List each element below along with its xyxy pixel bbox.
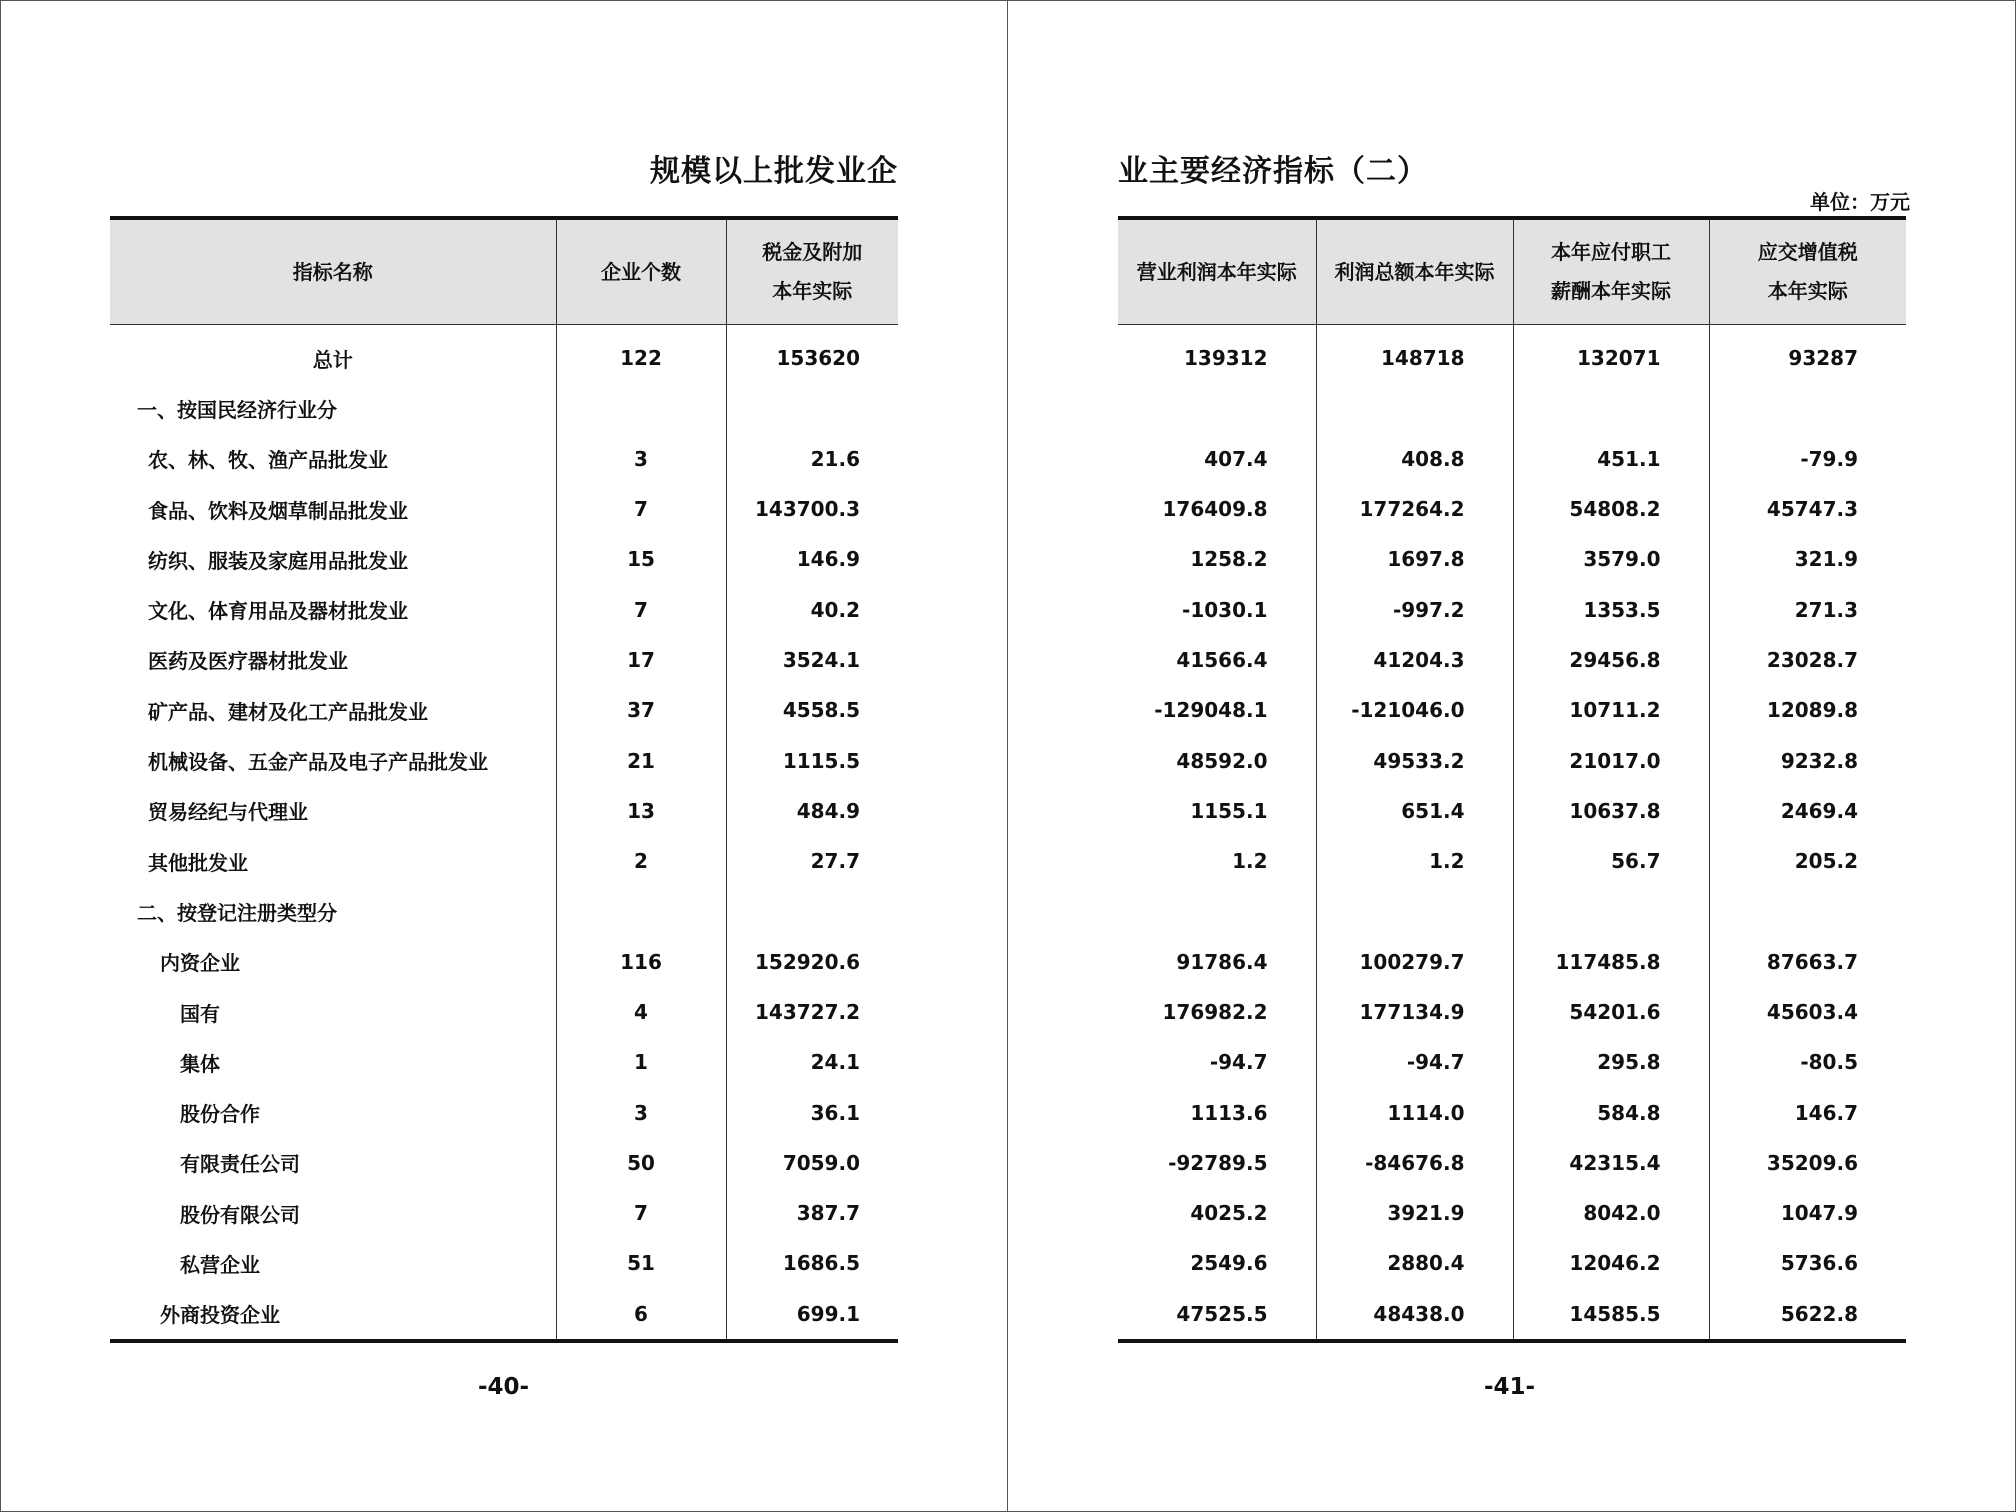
table-row xyxy=(110,434,898,484)
vat-cell: 35209.6 xyxy=(1709,1138,1906,1188)
salary-cell: 14585.5 xyxy=(1513,1289,1709,1341)
enterprise-count-cell: 50 xyxy=(556,1138,726,1188)
vat-cell: 205.2 xyxy=(1709,836,1906,886)
table-row xyxy=(1118,484,1906,534)
table-row xyxy=(110,584,898,634)
salary-cell xyxy=(1513,383,1709,433)
table-row xyxy=(1118,1138,1906,1188)
left-table xyxy=(110,216,898,1343)
total-profit-cell xyxy=(1316,383,1513,433)
salary-cell: 584.8 xyxy=(1513,1087,1709,1137)
enterprise-count-cell: 13 xyxy=(556,786,726,836)
table-row xyxy=(1118,434,1906,484)
total-profit-cell: -997.2 xyxy=(1316,584,1513,634)
enterprise-count-cell: 122 xyxy=(556,325,726,384)
salary-cell: 3579.0 xyxy=(1513,534,1709,584)
enterprise-count-cell: 37 xyxy=(556,685,726,735)
row-name-cell: 总计 xyxy=(312,347,353,372)
tax-cell: 40.2 xyxy=(726,584,898,634)
operating-profit-cell: 1.2 xyxy=(1232,849,1268,874)
table-row xyxy=(1118,886,1906,936)
table-row xyxy=(1118,1289,1906,1341)
vat-cell: 93287 xyxy=(1709,325,1906,384)
tax-cell: 699.1 xyxy=(726,1289,898,1341)
operating-profit-cell: 176982.2 xyxy=(1162,1000,1268,1024)
operating-profit-cell: -94.7 xyxy=(1209,1050,1268,1075)
vat-cell: 146.7 xyxy=(1709,1087,1906,1137)
table-row xyxy=(110,836,898,886)
total-profit-cell: -121046.0 xyxy=(1316,685,1513,735)
total-profit-cell: 48438.0 xyxy=(1316,1289,1513,1341)
table-row xyxy=(1118,1238,1906,1288)
total-profit-cell: 1.2 xyxy=(1316,836,1513,886)
tax-cell: 387.7 xyxy=(726,1188,898,1238)
salary-cell: 12046.2 xyxy=(1513,1238,1709,1288)
enterprise-count-cell: 3 xyxy=(556,434,726,484)
right-page xyxy=(1008,0,2016,1512)
row-name-cell: 股份有限公司 xyxy=(180,1202,300,1227)
table-row xyxy=(110,1188,898,1238)
table-row xyxy=(1118,685,1906,735)
table-row xyxy=(110,786,898,836)
table-row xyxy=(1118,1037,1906,1087)
tax-cell: 1115.5 xyxy=(726,735,898,785)
vat-cell: 1047.9 xyxy=(1709,1188,1906,1238)
operating-profit-cell xyxy=(1118,886,1316,936)
row-name-cell: 医药及医疗器材批发业 xyxy=(148,649,348,674)
tax-cell xyxy=(726,383,898,433)
row-name-cell: 农、林、牧、渔产品批发业 xyxy=(148,448,388,473)
table-row xyxy=(110,1087,898,1137)
row-name-cell: 矿产品、建材及化工产品批发业 xyxy=(148,699,428,724)
left-page xyxy=(0,0,1007,1512)
table-row xyxy=(1118,987,1906,1037)
table-row xyxy=(110,383,898,433)
table-row xyxy=(1118,1188,1906,1238)
salary-cell: 132071 xyxy=(1513,325,1709,384)
row-name-cell: 内资企业 xyxy=(160,951,240,976)
total-profit-cell: 49533.2 xyxy=(1316,735,1513,785)
enterprise-count-cell xyxy=(556,383,726,433)
header-vat-payable: 应交增值税 本年实际 xyxy=(1709,218,1906,325)
tax-cell xyxy=(726,886,898,936)
vat-cell xyxy=(1709,383,1906,433)
table-row xyxy=(110,635,898,685)
tax-cell: 484.9 xyxy=(726,786,898,836)
table-row xyxy=(1118,836,1906,886)
operating-profit-cell: -1030.1 xyxy=(1182,597,1268,622)
tax-cell: 143700.3 xyxy=(726,484,898,534)
enterprise-count-cell: 3 xyxy=(556,1087,726,1137)
right-page-title: 业主要经济指标（二） xyxy=(1118,154,1428,189)
salary-cell: 54808.2 xyxy=(1513,484,1709,534)
row-name-cell: 二、按登记注册类型分 xyxy=(137,900,337,925)
operating-profit-cell: -129048.1 xyxy=(1154,698,1268,723)
vat-cell: 12089.8 xyxy=(1709,685,1906,735)
table-row xyxy=(110,1238,898,1288)
enterprise-count-cell: 7 xyxy=(556,584,726,634)
table-row xyxy=(1118,786,1906,836)
salary-cell: 29456.8 xyxy=(1513,635,1709,685)
enterprise-count-cell: 1 xyxy=(556,1037,726,1087)
operating-profit-cell: 4025.2 xyxy=(1190,1201,1268,1226)
operating-profit-cell: 47525.5 xyxy=(1176,1301,1268,1326)
header-enterprise-count: 企业个数 xyxy=(556,218,726,325)
vat-cell: 45603.4 xyxy=(1709,987,1906,1037)
tax-cell: 36.1 xyxy=(726,1087,898,1137)
total-profit-cell: 177264.2 xyxy=(1316,484,1513,534)
total-profit-cell: 100279.7 xyxy=(1316,937,1513,987)
total-profit-cell: -94.7 xyxy=(1316,1037,1513,1087)
vat-cell: 23028.7 xyxy=(1709,635,1906,685)
tax-cell: 4558.5 xyxy=(726,685,898,735)
table-row xyxy=(1118,325,1906,384)
table-row xyxy=(110,937,898,987)
table-row xyxy=(110,484,898,534)
unit-label: 单位：万元 xyxy=(1810,190,1910,214)
total-profit-cell: 177134.9 xyxy=(1316,987,1513,1037)
tax-cell: 1686.5 xyxy=(726,1238,898,1288)
operating-profit-cell: 2549.6 xyxy=(1190,1251,1268,1276)
row-name-cell: 集体 xyxy=(180,1051,220,1076)
salary-cell: 1353.5 xyxy=(1513,584,1709,634)
header-operating-profit: 营业利润本年实际 xyxy=(1118,218,1316,325)
enterprise-count-cell xyxy=(556,886,726,936)
enterprise-count-cell: 7 xyxy=(556,1188,726,1238)
header-indicator-name: 指标名称 xyxy=(110,218,556,325)
tax-cell: 27.7 xyxy=(726,836,898,886)
tax-cell: 152920.6 xyxy=(726,937,898,987)
tax-cell: 21.6 xyxy=(726,434,898,484)
operating-profit-cell: 48592.0 xyxy=(1176,748,1268,773)
salary-cell: 54201.6 xyxy=(1513,987,1709,1037)
vat-cell: 9232.8 xyxy=(1709,735,1906,785)
table-row xyxy=(110,1138,898,1188)
row-name-cell: 私营企业 xyxy=(180,1252,260,1277)
row-name-cell: 其他批发业 xyxy=(148,850,248,875)
row-name-cell: 贸易经纪与代理业 xyxy=(148,800,308,825)
operating-profit-cell: 1113.6 xyxy=(1190,1100,1268,1125)
salary-cell: 117485.8 xyxy=(1513,937,1709,987)
salary-cell: 451.1 xyxy=(1513,434,1709,484)
salary-cell: 42315.4 xyxy=(1513,1138,1709,1188)
tax-cell: 143727.2 xyxy=(726,987,898,1037)
table-row xyxy=(110,325,898,384)
vat-cell: 45747.3 xyxy=(1709,484,1906,534)
tax-cell: 3524.1 xyxy=(726,635,898,685)
left-page-number: -40- xyxy=(478,1374,530,1400)
row-name-cell: 机械设备、五金产品及电子产品批发业 xyxy=(148,750,488,775)
table-row xyxy=(1118,534,1906,584)
salary-cell: 21017.0 xyxy=(1513,735,1709,785)
vat-cell: 321.9 xyxy=(1709,534,1906,584)
total-profit-cell: 148718 xyxy=(1316,325,1513,384)
salary-cell: 10637.8 xyxy=(1513,786,1709,836)
enterprise-count-cell: 7 xyxy=(556,484,726,534)
enterprise-count-cell: 4 xyxy=(556,987,726,1037)
row-name-cell: 文化、体育用品及器材批发业 xyxy=(148,599,408,624)
operating-profit-cell: 139312 xyxy=(1184,346,1268,371)
vat-cell: 87663.7 xyxy=(1709,937,1906,987)
total-profit-cell: 41204.3 xyxy=(1316,635,1513,685)
total-profit-cell: 651.4 xyxy=(1316,786,1513,836)
row-name-cell: 食品、饮料及烟草制品批发业 xyxy=(148,498,408,523)
vat-cell: 5622.8 xyxy=(1709,1289,1906,1341)
salary-cell: 295.8 xyxy=(1513,1037,1709,1087)
vat-cell: -80.5 xyxy=(1709,1037,1906,1087)
table-row xyxy=(110,1289,898,1341)
salary-cell xyxy=(1513,886,1709,936)
table-row xyxy=(110,886,898,936)
total-profit-cell: 2880.4 xyxy=(1316,1238,1513,1288)
table-row xyxy=(1118,584,1906,634)
enterprise-count-cell: 116 xyxy=(556,937,726,987)
tax-cell: 146.9 xyxy=(726,534,898,584)
table-row xyxy=(1118,735,1906,785)
salary-cell: 8042.0 xyxy=(1513,1188,1709,1238)
table-row xyxy=(110,1037,898,1087)
vat-cell: 271.3 xyxy=(1709,584,1906,634)
salary-cell: 56.7 xyxy=(1513,836,1709,886)
table-row xyxy=(1118,383,1906,433)
operating-profit-cell: 1258.2 xyxy=(1190,547,1268,572)
tax-cell: 153620 xyxy=(726,325,898,384)
right-page-number: -41- xyxy=(1484,1374,1536,1400)
row-name-cell: 股份合作 xyxy=(180,1102,260,1127)
table-row xyxy=(110,685,898,735)
vat-cell xyxy=(1709,886,1906,936)
total-profit-cell: -84676.8 xyxy=(1316,1138,1513,1188)
tax-cell: 24.1 xyxy=(726,1037,898,1087)
enterprise-count-cell: 51 xyxy=(556,1238,726,1288)
vat-cell: -79.9 xyxy=(1709,434,1906,484)
table-row xyxy=(1118,937,1906,987)
operating-profit-cell: 1155.1 xyxy=(1190,798,1268,823)
total-profit-cell xyxy=(1316,886,1513,936)
operating-profit-cell: 41566.4 xyxy=(1176,647,1268,672)
table-row xyxy=(110,987,898,1037)
tax-cell: 7059.0 xyxy=(726,1138,898,1188)
total-profit-cell: 1697.8 xyxy=(1316,534,1513,584)
header-total-profit: 利润总额本年实际 xyxy=(1316,218,1513,325)
enterprise-count-cell: 6 xyxy=(556,1289,726,1341)
row-name-cell: 外商投资企业 xyxy=(160,1303,280,1328)
operating-profit-cell xyxy=(1118,383,1316,433)
table-row xyxy=(1118,635,1906,685)
total-profit-cell: 1114.0 xyxy=(1316,1087,1513,1137)
vat-cell: 2469.4 xyxy=(1709,786,1906,836)
row-name-cell: 有限责任公司 xyxy=(180,1152,300,1177)
table-row xyxy=(110,735,898,785)
enterprise-count-cell: 21 xyxy=(556,735,726,785)
salary-cell: 10711.2 xyxy=(1513,685,1709,735)
enterprise-count-cell: 17 xyxy=(556,635,726,685)
left-table-body xyxy=(110,325,898,1341)
right-table xyxy=(1118,216,1906,1343)
header-employee-salary: 本年应付职工 薪酬本年实际 xyxy=(1513,218,1709,325)
total-profit-cell: 3921.9 xyxy=(1316,1188,1513,1238)
row-name-cell: 国有 xyxy=(180,1001,220,1026)
vat-cell: 5736.6 xyxy=(1709,1238,1906,1288)
header-tax-surcharge: 税金及附加 本年实际 xyxy=(726,218,898,325)
table-row xyxy=(1118,1087,1906,1137)
row-name-cell: 一、按国民经济行业分 xyxy=(137,397,337,422)
left-page-title: 规模以上批发业企 xyxy=(650,154,898,189)
total-profit-cell: 408.8 xyxy=(1316,434,1513,484)
operating-profit-cell: 407.4 xyxy=(1204,446,1268,471)
right-table-body xyxy=(1118,325,1906,1341)
operating-profit-cell: 91786.4 xyxy=(1176,949,1268,974)
enterprise-count-cell: 2 xyxy=(556,836,726,886)
enterprise-count-cell: 15 xyxy=(556,534,726,584)
row-name-cell: 纺织、服装及家庭用品批发业 xyxy=(148,548,408,573)
table-row xyxy=(110,534,898,584)
operating-profit-cell: 176409.8 xyxy=(1162,497,1268,522)
operating-profit-cell: -92789.5 xyxy=(1168,1150,1268,1175)
